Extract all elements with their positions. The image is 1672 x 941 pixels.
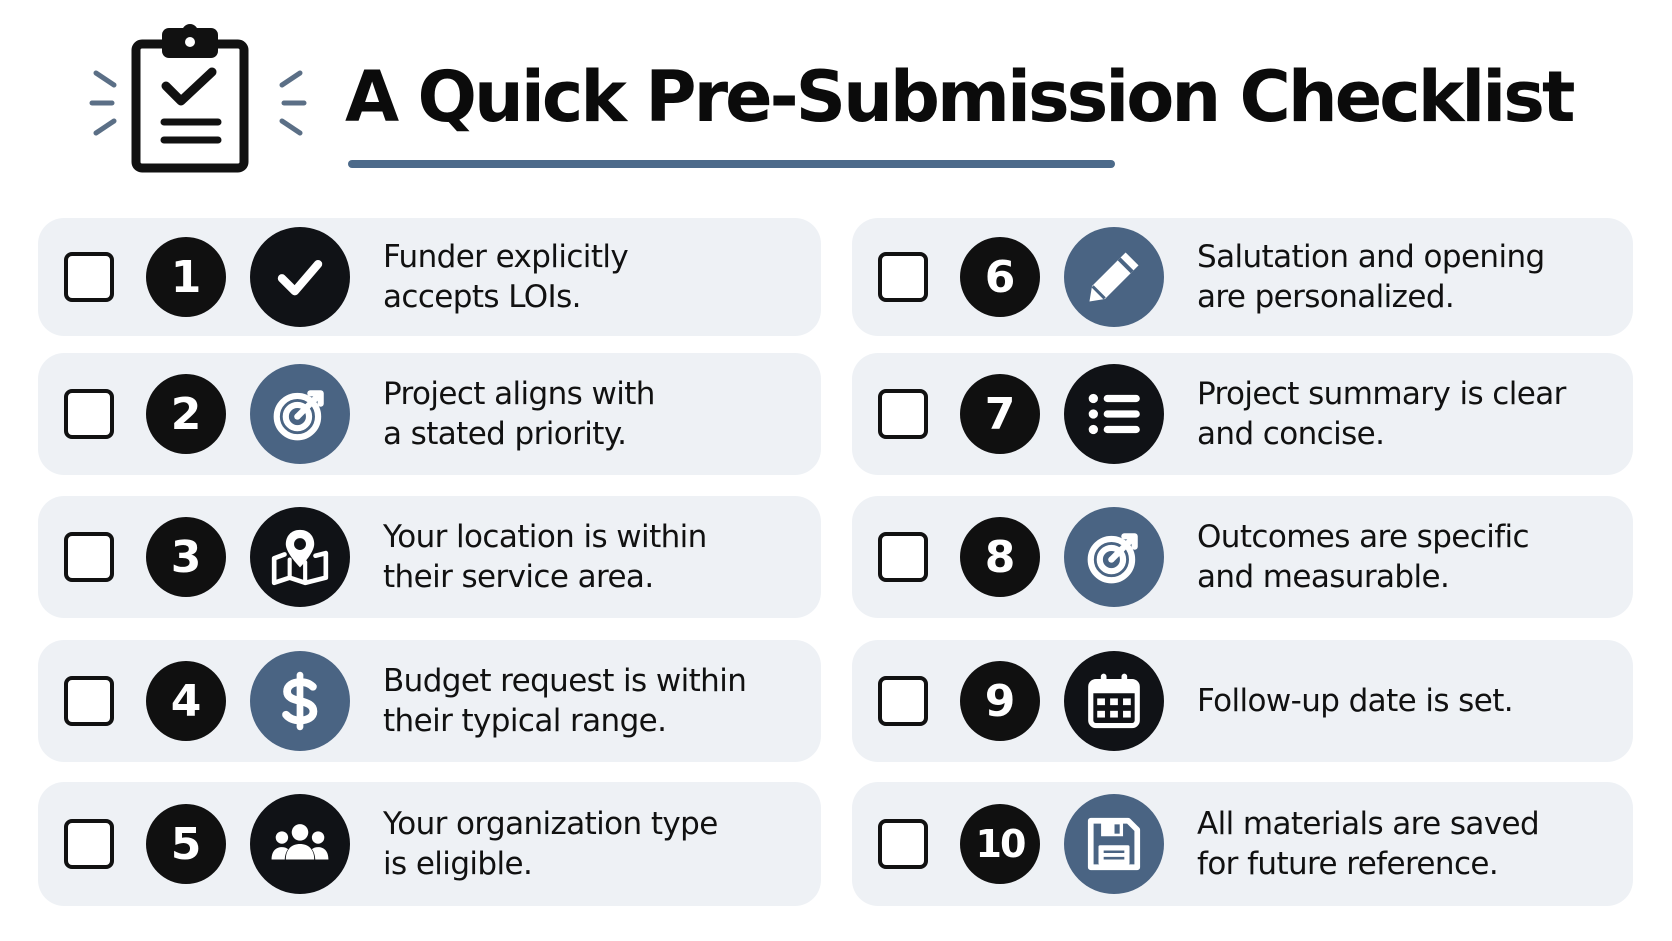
item-checkbox[interactable] bbox=[64, 819, 114, 869]
item-number-badge: 9 bbox=[960, 661, 1040, 741]
item-number-badge: 2 bbox=[146, 374, 226, 454]
item-text: Funder explicitly accepts LOIs. bbox=[383, 239, 629, 315]
item-text: All materials are saved for future reference. bbox=[1197, 806, 1540, 882]
item-checkbox[interactable] bbox=[64, 389, 114, 439]
item-number-badge: 10 bbox=[960, 804, 1040, 884]
header bbox=[0, 0, 1672, 200]
item-text: Project aligns with a stated priority. bbox=[383, 376, 655, 452]
group-people-icon bbox=[250, 794, 350, 894]
item-text: Outcomes are specific and measurable. bbox=[1197, 519, 1530, 595]
target-arrow-icon bbox=[1064, 507, 1164, 607]
item-number-badge: 6 bbox=[960, 237, 1040, 317]
item-text: Your organization type is eligible. bbox=[383, 806, 718, 882]
clipboard-check-icon bbox=[88, 18, 308, 178]
checklist-item-4 bbox=[38, 640, 821, 762]
item-number-badge: 4 bbox=[146, 661, 226, 741]
item-checkbox[interactable] bbox=[878, 532, 928, 582]
item-checkbox[interactable] bbox=[64, 532, 114, 582]
item-checkbox[interactable] bbox=[878, 676, 928, 726]
item-text: Budget request is within their typical range. bbox=[383, 663, 747, 739]
item-checkbox[interactable] bbox=[64, 252, 114, 302]
item-text: Project summary is clear and concise. bbox=[1197, 376, 1566, 452]
checklist-item-8 bbox=[852, 496, 1633, 618]
title-underline bbox=[348, 160, 1115, 168]
checklist-item-1 bbox=[38, 218, 821, 336]
calendar-icon bbox=[1064, 651, 1164, 751]
checklist-item-3 bbox=[38, 496, 821, 618]
list-icon bbox=[1064, 364, 1164, 464]
item-text: Follow-up date is set. bbox=[1197, 683, 1514, 719]
checklist-item-5 bbox=[38, 782, 821, 906]
checklist-item-6 bbox=[852, 218, 1633, 336]
dollar-icon bbox=[250, 651, 350, 751]
pencil-icon bbox=[1064, 227, 1164, 327]
checklist-item-9 bbox=[852, 640, 1633, 762]
checkmark-icon bbox=[250, 227, 350, 327]
item-checkbox[interactable] bbox=[878, 819, 928, 869]
item-text: Salutation and opening are personalized. bbox=[1197, 239, 1545, 315]
checklist-item-7 bbox=[852, 353, 1633, 475]
checklist-item-2 bbox=[38, 353, 821, 475]
target-arrow-icon bbox=[250, 364, 350, 464]
item-checkbox[interactable] bbox=[64, 676, 114, 726]
item-number-badge: 7 bbox=[960, 374, 1040, 454]
item-number-badge: 3 bbox=[146, 517, 226, 597]
item-checkbox[interactable] bbox=[878, 389, 928, 439]
item-checkbox[interactable] bbox=[878, 252, 928, 302]
page-title: A Quick Pre-Submission Checklist bbox=[345, 56, 1573, 138]
item-text: Your location is within their service area. bbox=[383, 519, 707, 595]
item-number-badge: 8 bbox=[960, 517, 1040, 597]
item-number-badge: 1 bbox=[146, 237, 226, 317]
item-number-badge: 5 bbox=[146, 804, 226, 884]
checklist-item-10 bbox=[852, 782, 1633, 906]
save-disk-icon bbox=[1064, 794, 1164, 894]
map-pin-icon bbox=[250, 507, 350, 607]
